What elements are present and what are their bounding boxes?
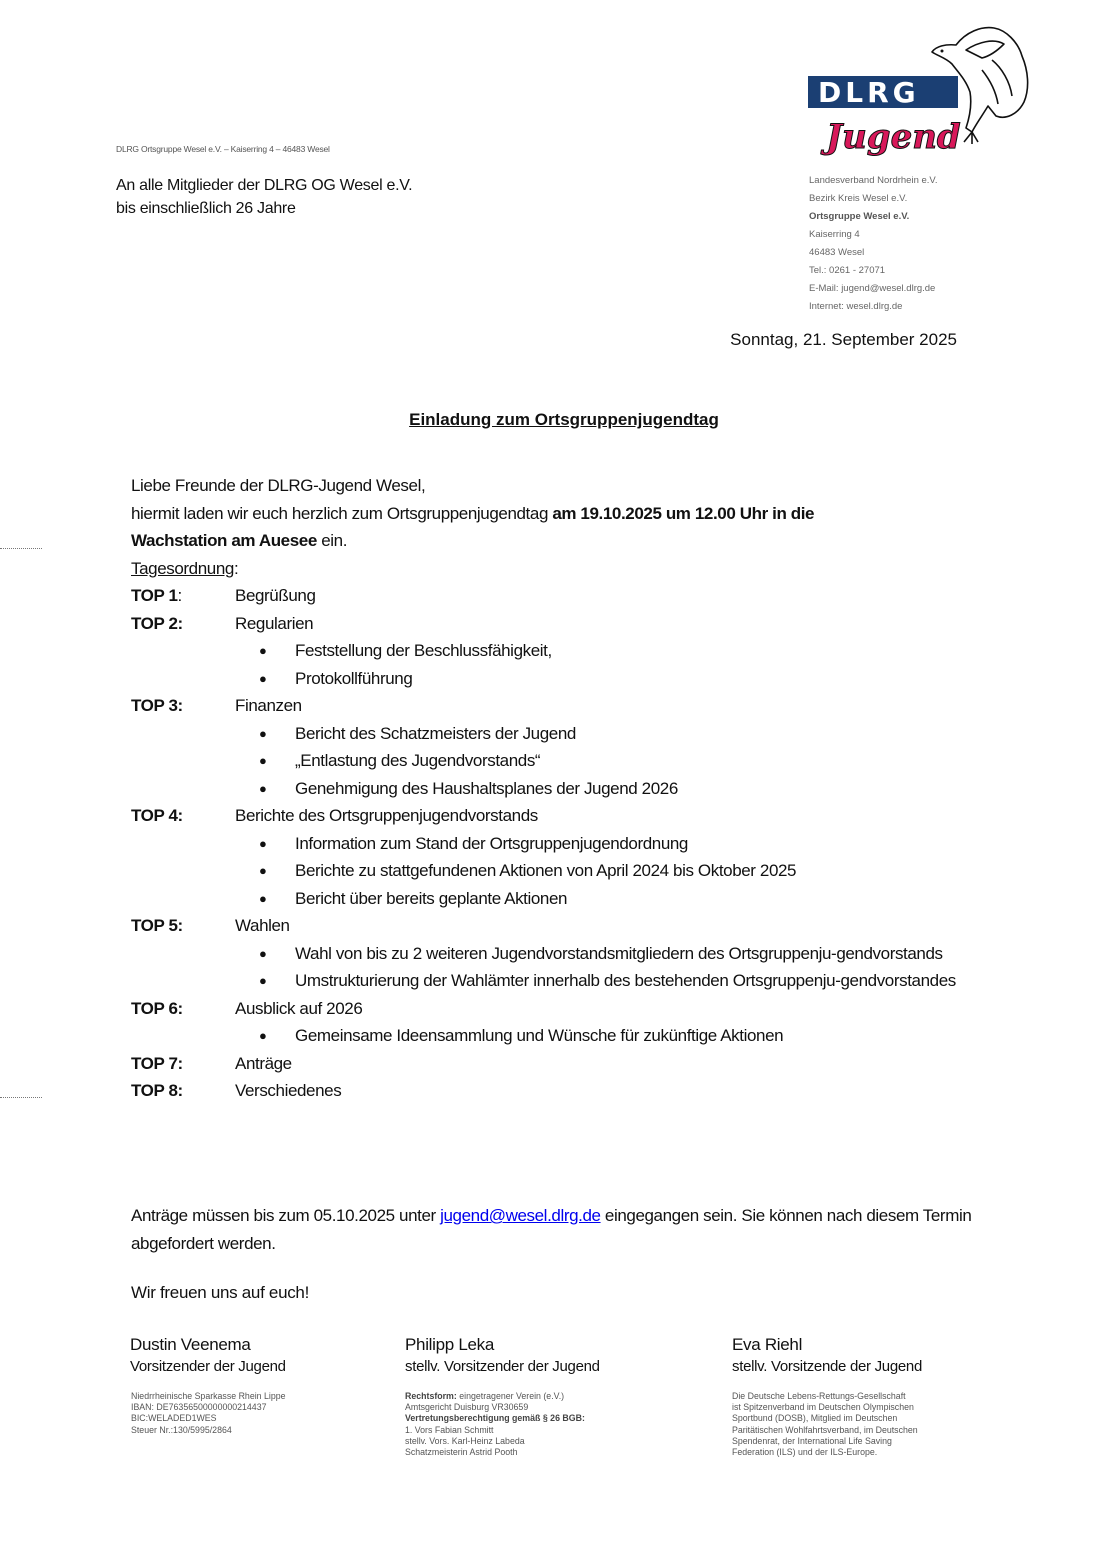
bullet-icon: ● <box>259 863 267 878</box>
agenda-item-number: TOP 4: <box>131 806 183 825</box>
dlrg-jugend-logo <box>806 20 1036 170</box>
agenda-item-number: TOP 3: <box>131 696 183 715</box>
deadline-note <box>131 1202 1001 1257</box>
greeting: Liebe Freunde der DLRG-Jugend Wesel, <box>131 476 426 495</box>
agenda-item-label <box>131 1077 235 1105</box>
agenda-item-title: Anträge <box>235 1053 292 1073</box>
agenda-item-number: TOP 8: <box>131 1081 183 1100</box>
org-info <box>809 172 938 316</box>
agenda-subitem <box>131 940 1011 968</box>
signature-role: stellv. Vorsitzender der Jugend <box>405 1358 600 1375</box>
agenda-subitem <box>131 775 1011 803</box>
agenda-item <box>131 610 1011 638</box>
note-prefix: Anträge müssen bis zum 05.10.2025 unter <box>131 1206 441 1225</box>
org-line: E-Mail: jugend@wesel.dlrg.de <box>809 283 936 294</box>
footer-line: BIC:WELADED1WES <box>131 1413 217 1424</box>
agenda-subitem <box>131 885 1011 913</box>
agenda-list <box>131 582 1011 1105</box>
bullet-icon: ● <box>259 890 267 906</box>
agenda-item-label <box>131 912 235 940</box>
org-line: Tel.: 0261 - 27071 <box>809 265 886 276</box>
agenda-item-number: TOP 6: <box>131 998 183 1018</box>
agenda-subitem-text: Umstrukturierung der Wahlämter innerhalb des bestehenden Ortsgruppenju-gendvorstandes <box>295 971 956 990</box>
agenda-subitem <box>131 637 1011 665</box>
footer-line: Steuer Nr.:130/5995/2864 <box>131 1424 232 1435</box>
agenda-subitem-text: Bericht über bereits geplante Aktionen <box>295 888 568 908</box>
bullet-icon: ● <box>259 670 267 686</box>
signature-name: Philipp Leka <box>405 1335 495 1354</box>
fold-mark-top <box>0 548 42 549</box>
sender-line: DLRG Ortsgruppe Wesel e.V. – Kaiserring 4 – 46483 Wesel <box>116 144 330 154</box>
footer-line <box>405 1391 585 1402</box>
agenda-subitem <box>131 720 1011 748</box>
rechtsform-label: Rechtsform: <box>405 1391 457 1401</box>
invitation-time: am 19.10.2025 um 12.00 Uhr in die <box>552 503 815 523</box>
agenda-item-title: Wahlen <box>235 916 290 935</box>
agenda-item-number: TOP 2: <box>131 613 183 633</box>
agenda-item-label <box>131 802 235 830</box>
org-line: Bezirk Kreis Wesel e.V. <box>809 193 908 204</box>
agenda-subitem-text: Bericht des Schatzmeisters der Jugend <box>295 723 576 743</box>
agenda-subitem-text: „Entlastung des Jugendvorstands“ <box>295 751 541 770</box>
footer-line: Niedrrheinische Sparkasse Rhein Lippe <box>131 1391 286 1401</box>
bullet-icon: ● <box>259 973 267 988</box>
agenda-item-colon: : <box>177 586 182 605</box>
agenda-item-title: Ausblick auf 2026 <box>235 998 363 1018</box>
footer-about <box>732 1391 918 1458</box>
agenda-subitems <box>131 940 1011 995</box>
agenda-heading-label: Tagesordnung <box>131 558 234 578</box>
agenda-item-title: Regularien <box>235 613 314 633</box>
agenda-subitem-text: Wahl von bis zu 2 weiteren Jugendvorstandsmitgliedern des Ortsgruppenju-gendvorstands <box>295 943 943 963</box>
agenda-item <box>131 1050 1011 1078</box>
agenda-subitem <box>131 1022 1011 1050</box>
agenda-subitem-text: Feststellung der Beschlussfähigkeit, <box>295 641 552 660</box>
agenda-item <box>131 1077 1011 1105</box>
bullet-icon: ● <box>259 945 267 961</box>
org-line: Internet: wesel.dlrg.de <box>809 301 903 312</box>
agenda-item <box>131 995 1011 1023</box>
agenda-item-label <box>131 582 235 610</box>
footer-line: Schatzmeisterin Astrid Pooth <box>405 1447 518 1458</box>
agenda-subitem <box>131 665 1011 693</box>
agenda-item-title: Finanzen <box>235 696 302 715</box>
note-suffix: eingegangen sein. Sie können nach diesem Termin abgefordert werden. <box>131 1206 972 1253</box>
agenda-subitems <box>131 830 1011 913</box>
signature-name: Dustin Veenema <box>130 1335 251 1354</box>
signature-name: Eva Riehl <box>732 1335 803 1354</box>
recipient-line-1: An alle Mitglieder der DLRG OG Wesel e.V. <box>116 177 413 194</box>
agenda-item-title: Berichte des Ortsgruppenjugendvorstands <box>235 806 538 825</box>
agenda-item <box>131 692 1011 720</box>
rechtsform-value: eingetragener Verein (e.V.) <box>456 1391 565 1401</box>
footer-line: Federation (ILS) und der ILS-Europe. <box>732 1447 878 1458</box>
footer-line: Spendenrat, der International Life Saving <box>732 1435 892 1446</box>
bullet-icon: ● <box>259 780 267 796</box>
org-line: Landesverband Nordrhein e.V. <box>809 175 938 186</box>
agenda-item-number: TOP 5: <box>131 916 183 935</box>
org-line: 46483 Wesel <box>809 247 865 258</box>
signature-block <box>732 1334 922 1378</box>
bullet-icon: ● <box>259 835 267 851</box>
bullet-icon: ● <box>259 753 267 768</box>
email-link[interactable]: jugend@wesel.dlrg.de <box>440 1206 601 1225</box>
agenda-item-number: TOP 1 <box>131 586 178 605</box>
agenda-subitem-text: Genehmigung des Haushaltsplanes der Jugend 2026 <box>295 778 678 798</box>
invitation-text <box>131 500 1011 555</box>
agenda-subitems <box>131 1022 1011 1050</box>
agenda-item <box>131 582 1011 610</box>
agenda-item-number: TOP 7: <box>131 1053 183 1073</box>
agenda-subitem <box>131 967 1011 995</box>
recipient-block <box>116 174 412 220</box>
footer-line: stellv. Vors. Karl-Heinz Labeda <box>405 1435 525 1446</box>
logo-dlrg-text: DLRG <box>818 76 920 109</box>
agenda-item <box>131 802 1011 830</box>
invitation-suffix: ein. <box>316 531 348 550</box>
agenda-heading-colon: : <box>233 558 239 578</box>
footer-line: Amtsgericht Duisburg VR30659 <box>405 1402 529 1413</box>
agenda-item-label <box>131 1050 235 1078</box>
footer-line: Paritätischen Wohlfahrtsverband, im Deutschen <box>732 1424 918 1435</box>
agenda-subitems <box>131 637 1011 692</box>
bullet-icon: ● <box>259 1028 267 1043</box>
agenda-item-title: Verschiedenes <box>235 1081 342 1100</box>
footer-line: Die Deutsche Lebens-Rettungs-Gesellschaft <box>732 1391 906 1401</box>
letter-title-text: Einladung zum Ortsgruppenjugendtag <box>409 410 719 429</box>
bullet-icon: ● <box>259 643 267 658</box>
signature-role: stellv. Vorsitzende der Jugend <box>732 1358 923 1375</box>
agenda-subitems <box>131 720 1011 803</box>
agenda-item-label <box>131 692 235 720</box>
invitation-prefix: hiermit laden wir euch herzlich zum Ortsgruppenjugendtag <box>131 503 553 523</box>
footer-line: Sportbund (DOSB), Mitglied im Deutschen <box>732 1413 898 1424</box>
agenda-item-label <box>131 995 235 1023</box>
closing-line: Wir freuen uns auf euch! <box>131 1283 310 1302</box>
agenda-subitem <box>131 857 1011 885</box>
agenda-subitem <box>131 830 1011 858</box>
agenda-subitem-text: Gemeinsame Ideensammlung und Wünsche für zukünftige Aktionen <box>295 1026 784 1045</box>
footer-legal <box>405 1391 585 1458</box>
signature-block <box>130 1334 286 1378</box>
org-line: Kaiserring 4 <box>809 229 860 240</box>
invitation-location: Wachstation am Auesee <box>131 531 317 550</box>
footer-line: ist Spitzenverband im Deutschen Olympischen <box>732 1402 914 1413</box>
agenda-item <box>131 912 1011 940</box>
footer-line: Vertretungsberechtigung gemäß § 26 BGB: <box>405 1413 585 1424</box>
agenda-item-title: Begrüßung <box>235 586 316 605</box>
fold-mark-bottom <box>0 1097 42 1098</box>
bullet-icon: ● <box>259 725 267 741</box>
agenda-heading <box>131 555 1011 583</box>
agenda-subitem-text: Protokollführung <box>295 668 413 688</box>
org-line: Ortsgruppe Wesel e.V. <box>809 211 910 222</box>
letter-body <box>131 472 1011 1105</box>
agenda-item-label <box>131 610 235 638</box>
signature-block <box>405 1334 600 1378</box>
agenda-subitem-text: Information zum Stand der Ortsgruppenjugendordnung <box>295 833 688 853</box>
agenda-subitem <box>131 747 1011 775</box>
signature-role: Vorsitzender der Jugend <box>130 1358 286 1375</box>
logo-jugend-text: Jugend <box>826 117 961 157</box>
agenda-subitem-text: Berichte zu stattgefundenen Aktionen von April 2024 bis Oktober 2025 <box>295 861 797 880</box>
footer-line: IBAN: DE76356500000000214437 <box>131 1402 267 1413</box>
footer-bank <box>131 1391 286 1436</box>
letter-title <box>0 410 1098 430</box>
letter-date: Sonntag, 21. September 2025 <box>730 330 957 349</box>
footer-line: 1. Vors Fabian Schmitt <box>405 1424 494 1435</box>
recipient-line-2: bis einschließlich 26 Jahre <box>116 200 296 217</box>
